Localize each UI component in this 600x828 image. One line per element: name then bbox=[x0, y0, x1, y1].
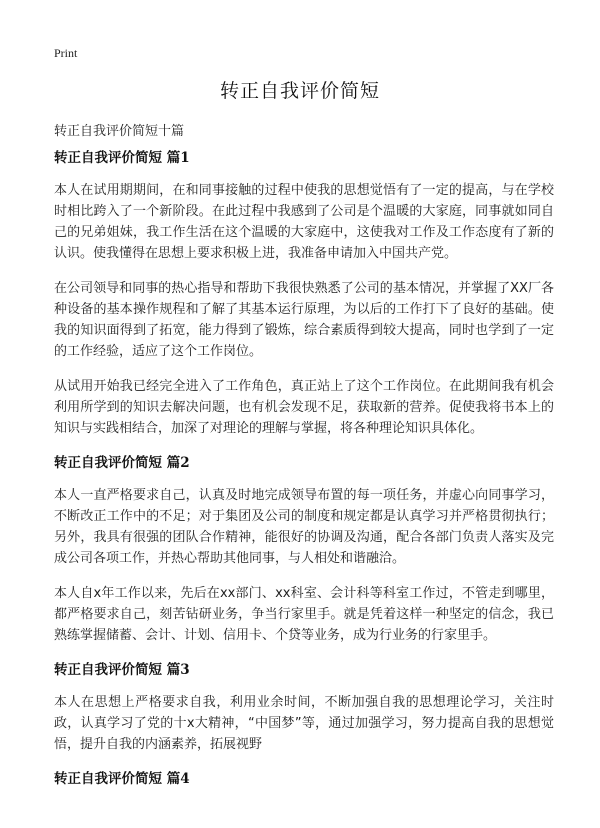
section-heading: 转正自我评价简短 篇1 bbox=[54, 150, 190, 166]
document-title: 转正自我评价简短 bbox=[219, 80, 380, 102]
section-heading: 转正自我评价简短 篇3 bbox=[54, 662, 190, 678]
paragraph: 本人在试用期期间，在和同事接触的过程中使我的思想觉悟有了一定的提高，与在学校时相比跨入了一个新阶段。在此过程中我感到了公司是个温暖的大家庭，同事就如同自己的兄弟姐妹，我工作生活在这个温暖的大家庭中，这使我对工作及工作态度有了新的认识。使我懂得在思想上要求积极上进，我准备申请加入中国共产党。 bbox=[54, 183, 554, 261]
paragraph: 从试用开始我已经完全进入了工作角色，真正站上了这个工作岗位。在此期间我有机会利用所学到的知识去解决问题，也有机会发现不足，获取新的营养。促使我将书本上的知识与实践相结合，加深了对理论的理解与掌握，将各种理论知识具体化。 bbox=[54, 379, 554, 436]
section-2 bbox=[54, 453, 554, 646]
section-heading: 转正自我评价简短 篇2 bbox=[54, 455, 190, 471]
paragraph: 本人一直严格要求自己，认真及时地完成领导布置的每一项任务，并虚心向同事学习，不断改正工作中的不足；对于集团及公司的制度和规定都是认真学习并严格贯彻执行；另外，我具有很强的团队合作精神，能很好的协调及沟通，配合各部门负责人落实及完成公司各项工作，并热心帮助其他同事，与人相处和谐融洽。 bbox=[54, 488, 554, 566]
paragraph: 在公司领导和同事的热心指导和帮助下我很快熟悉了公司的基本情况，并掌握了XX厂各种设备的基本操作规程和了解了其基本运行原理，为以后的工作打下了良好的基础。使我的知识面得到了拓宽，能力得到了锻炼，综合素质得到较大提高，同时也学到了一定的工作经验，适应了这个工作岗位。 bbox=[54, 281, 554, 359]
section-1 bbox=[54, 148, 554, 439]
paragraph: 本人自x年工作以来，先后在xx部门、xx科室、会计科等科室工作过，不管走到哪里，都严格要求自己，刻苦钻研业务，争当行家里手。就是凭着这样一种坚定的信念，我已熟练掌握储蓄、会计、计划、信用卡、个贷等业务，成为行业务的行家里手。 bbox=[54, 586, 554, 643]
section-3 bbox=[54, 660, 554, 755]
paragraph: 本人在思想上严格要求自我，利用业余时间，不断加强自我的思想理论学习，关注时政，认真学习了党的十x大精神，“中国梦”等，通过加强学习，努力提高自我的思想觉悟，提升自我的内涵素养，拓展视野 bbox=[54, 695, 554, 752]
document-body bbox=[54, 148, 554, 801]
section-4 bbox=[54, 769, 554, 789]
print-label[interactable]: Print bbox=[54, 46, 78, 60]
document-subtitle: 转正自我评价简短十篇 bbox=[54, 124, 185, 139]
section-heading: 转正自我评价简短 篇4 bbox=[54, 771, 190, 787]
